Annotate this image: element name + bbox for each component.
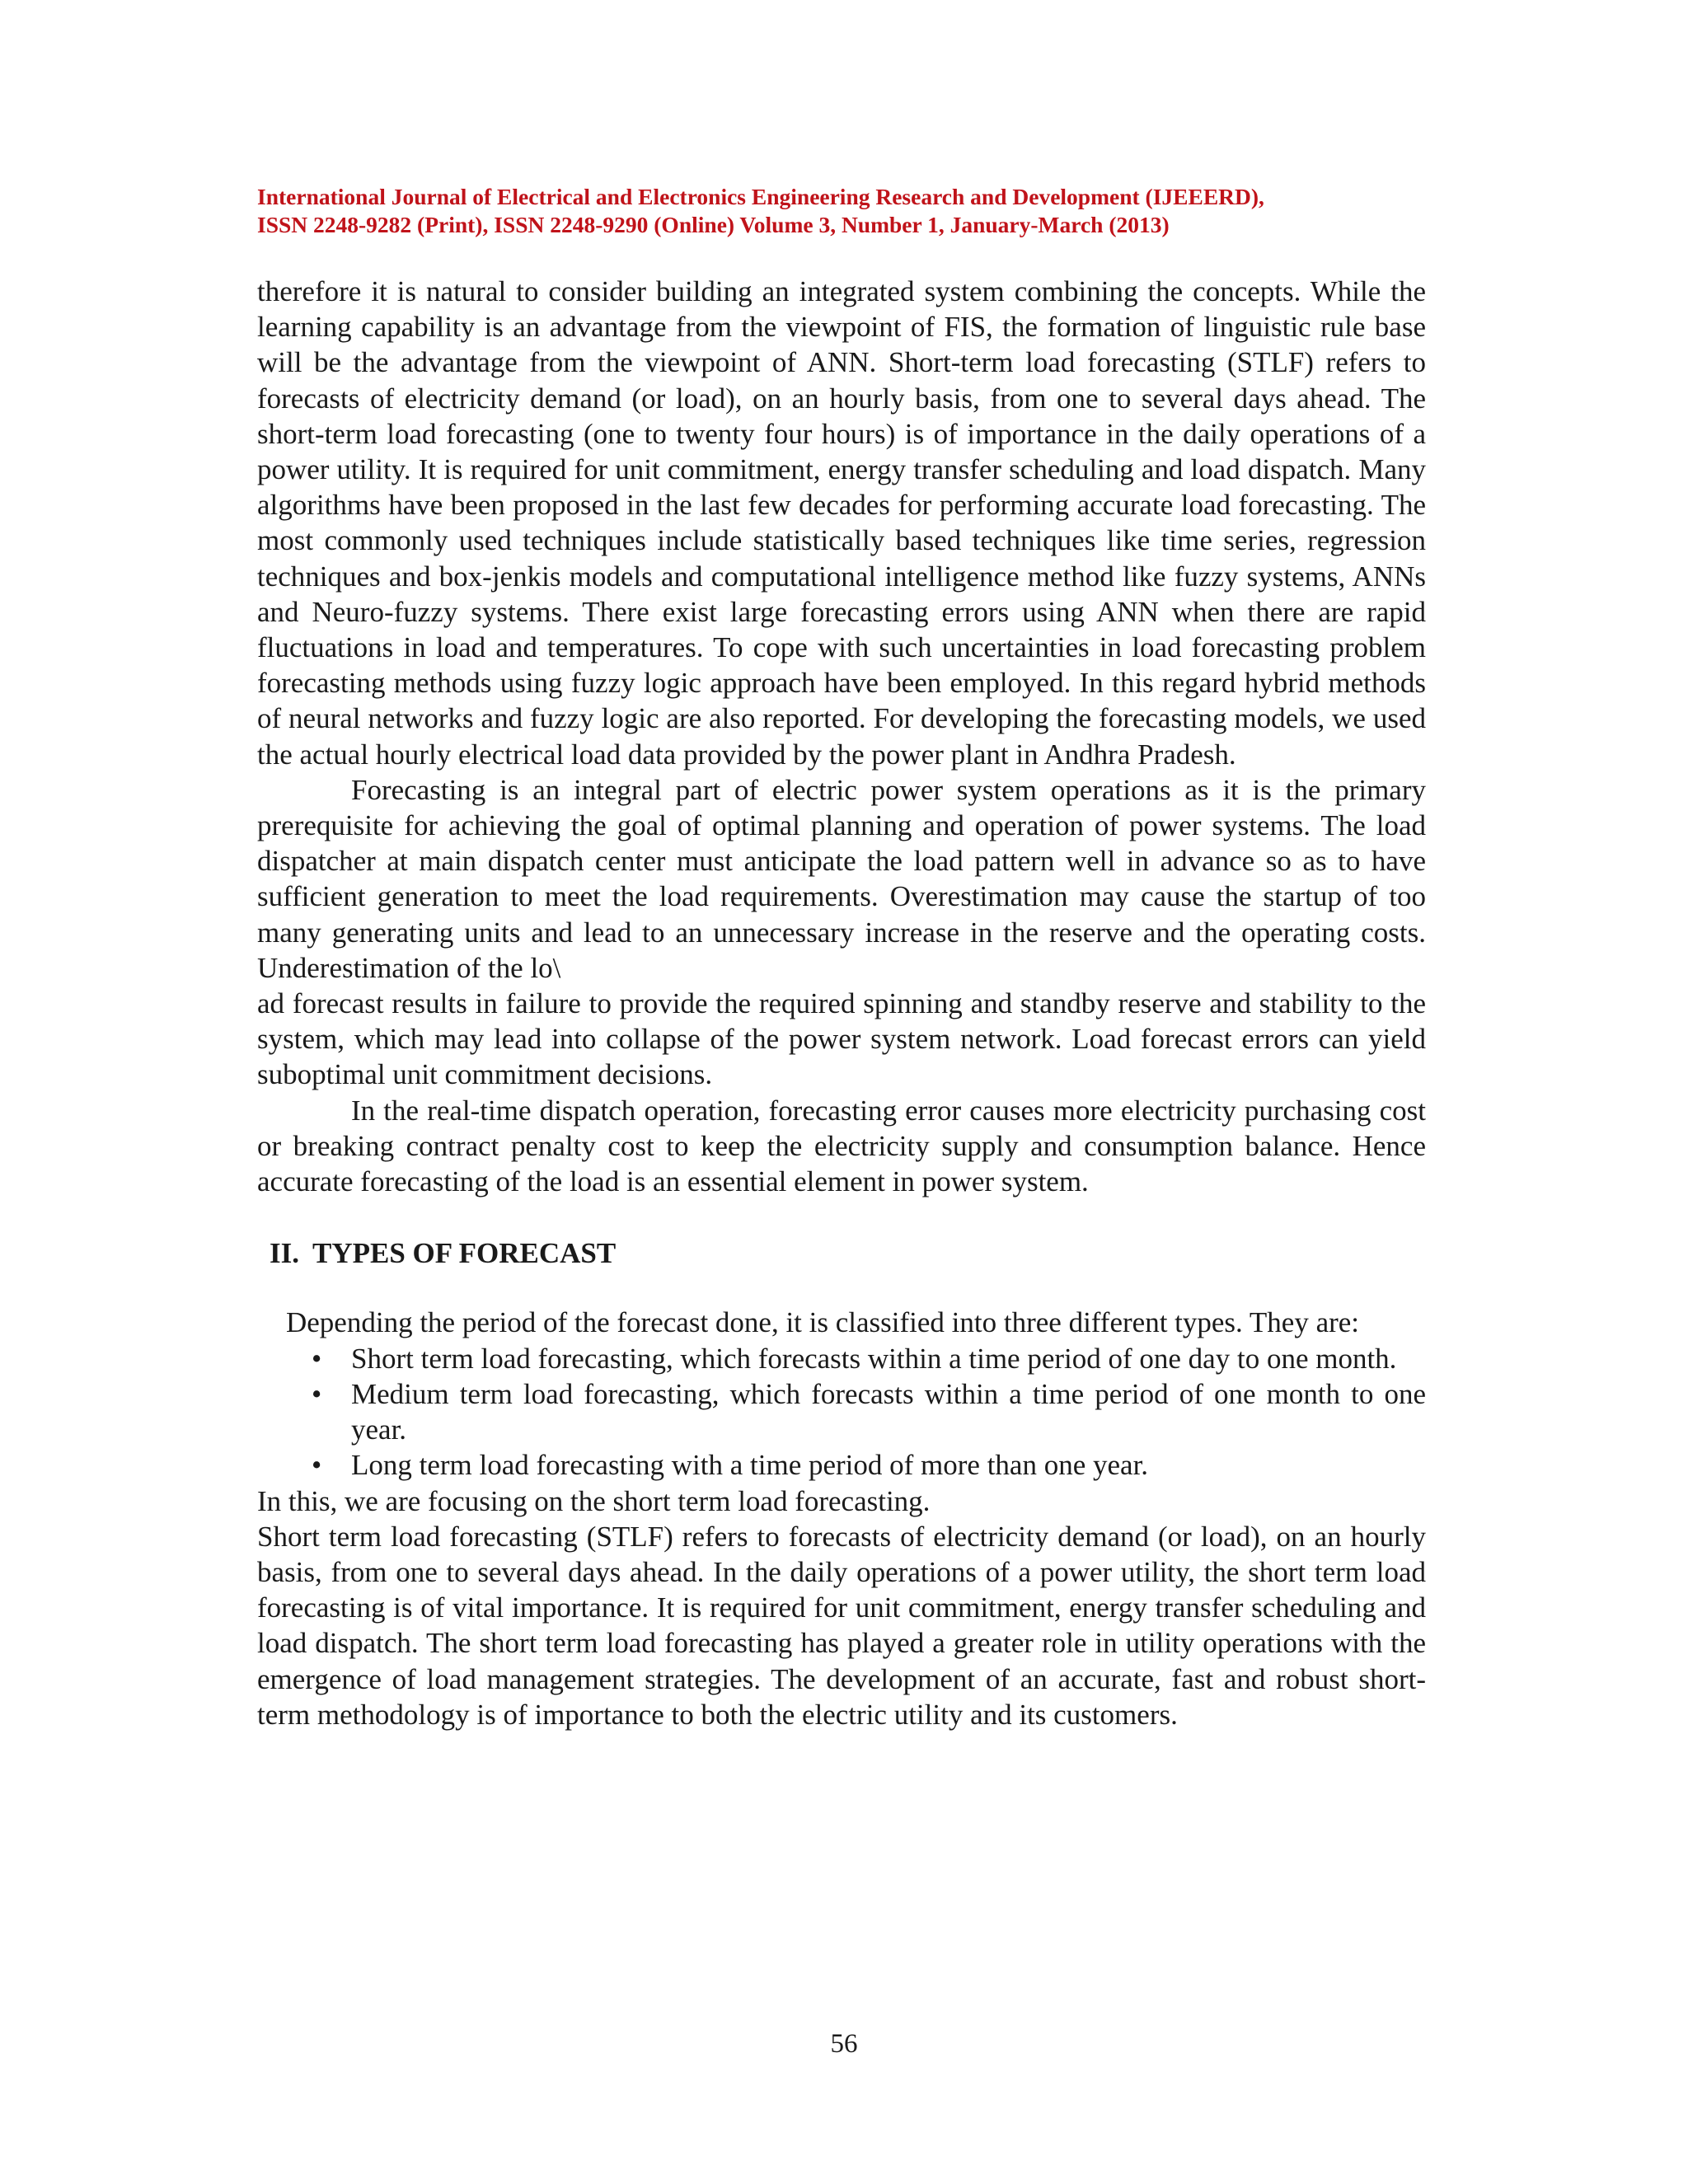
page-number: 56 bbox=[830, 2029, 858, 2059]
section-title: TYPES OF FORECAST bbox=[312, 1237, 617, 1270]
paragraph-forecast-errors: ad forecast results in failure to provide the required spinning and standby reserve and stability to the system, which may lead into collapse of the power system network. Load forecast errors can yield suboptimal unit commitment decisions. bbox=[257, 987, 1426, 1091]
list-item bbox=[257, 1376, 1426, 1447]
list-item bbox=[257, 1447, 1426, 1483]
list-item-text: Long term load forecasting with a time period of more than one year. bbox=[351, 1449, 1149, 1482]
journal-header-line-1: International Journal of Electrical and Electronics Engineering Research and Development (IJEEERD), bbox=[257, 184, 1264, 209]
paragraph-integrated-system: therefore it is natural to consider building an integrated system combining the concepts. While the learning capability is an advantage from the viewpoint of FIS, the formation of linguistic rule base will be the advantage from the viewpoint of ANN. Short-term load forecasting (STLF) refers to forecasts of electricity demand (or load), on an hourly basis, from one to several days ahead. The short-term load forecasting (one to twenty four hours) is of importance in the daily operations of a power utility. It is required for unit commitment, energy transfer scheduling and load dispatch. Many algorithms have been proposed in the last few decades for performing accurate load forecasting. The most commonly used techniques include statistically based techniques like time series, regression techniques and box-jenkis models and computational intelligence method like fuzzy systems, ANNs and Neuro-fuzzy systems. There exist large forecasting errors using ANN when there are rapid fluctuations in load and temperatures. To cope with such uncertainties in load forecasting problem forecasting methods using fuzzy logic approach have been employed. In this regard hybrid methods of neural networks and fuzzy logic are also reported. For developing the forecasting models, we used the actual hourly electrical load data provided by the power plant in Andhra Pradesh. bbox=[257, 275, 1426, 771]
section-number: II. bbox=[270, 1237, 299, 1270]
bullet-icon: • bbox=[312, 1377, 322, 1410]
list-item bbox=[257, 1341, 1426, 1376]
section-heading-types-of-forecast bbox=[270, 1235, 1426, 1271]
journal-header-line-2: ISSN 2248-9282 (Print), ISSN 2248-9290 (Online) Volume 3, Number 1, January-March (2013) bbox=[257, 212, 1170, 237]
bullet-icon: • bbox=[312, 1342, 322, 1375]
paragraph-types-intro: Depending the period of the forecast done, it is classified into three different types. They are: bbox=[286, 1306, 1360, 1339]
paragraph-stlf-definition: Short term load forecasting (STLF) refers to forecasts of electricity demand (or load), on an hourly basis, from one to several days ahead. In the daily operations of a power utility, the short term load forecasting is of vital importance. It is required for unit commitment, energy transfer scheduling and load dispatch. The short term load forecasting has played a greater role in utility operations with the emergence of load management strategies. The development of an accurate, fast and robust short-term methodology is of importance to both the electric utility and its customers. bbox=[257, 1520, 1426, 1731]
forecast-types-list bbox=[257, 1341, 1426, 1483]
paragraph-forecasting-integral: Forecasting is an integral part of electric power system operations as it is the primary prerequisite for achieving the goal of optimal planning and operation of power systems. The load dispatcher at main dispatch center must anticipate the load pattern well in advance so as to have sufficient generation to meet the load requirements. Overestimation may cause the startup of too many generating units and lead to an unnecessary increase in the reserve and the operating costs. Underestimation of the lo\ bbox=[257, 773, 1426, 984]
paragraph-focus: In this, we are focusing on the short term load forecasting. bbox=[257, 1484, 931, 1517]
paragraph-real-time-dispatch: In the real-time dispatch operation, forecasting error causes more electricity purchasing cost or breaking contract penalty cost to keep the electricity supply and consumption balance. Hence accurate forecasting of the load is an essential element in power system. bbox=[257, 1094, 1426, 1198]
article-body bbox=[257, 274, 1426, 1732]
journal-header bbox=[257, 183, 1428, 239]
list-item-text: Short term load forecasting, which forecasts within a time period of one day to one month. bbox=[351, 1342, 1397, 1375]
list-item-text: Medium term load forecasting, which forecasts within a time period of one month to one year. bbox=[351, 1377, 1426, 1446]
bullet-icon: • bbox=[312, 1449, 322, 1482]
